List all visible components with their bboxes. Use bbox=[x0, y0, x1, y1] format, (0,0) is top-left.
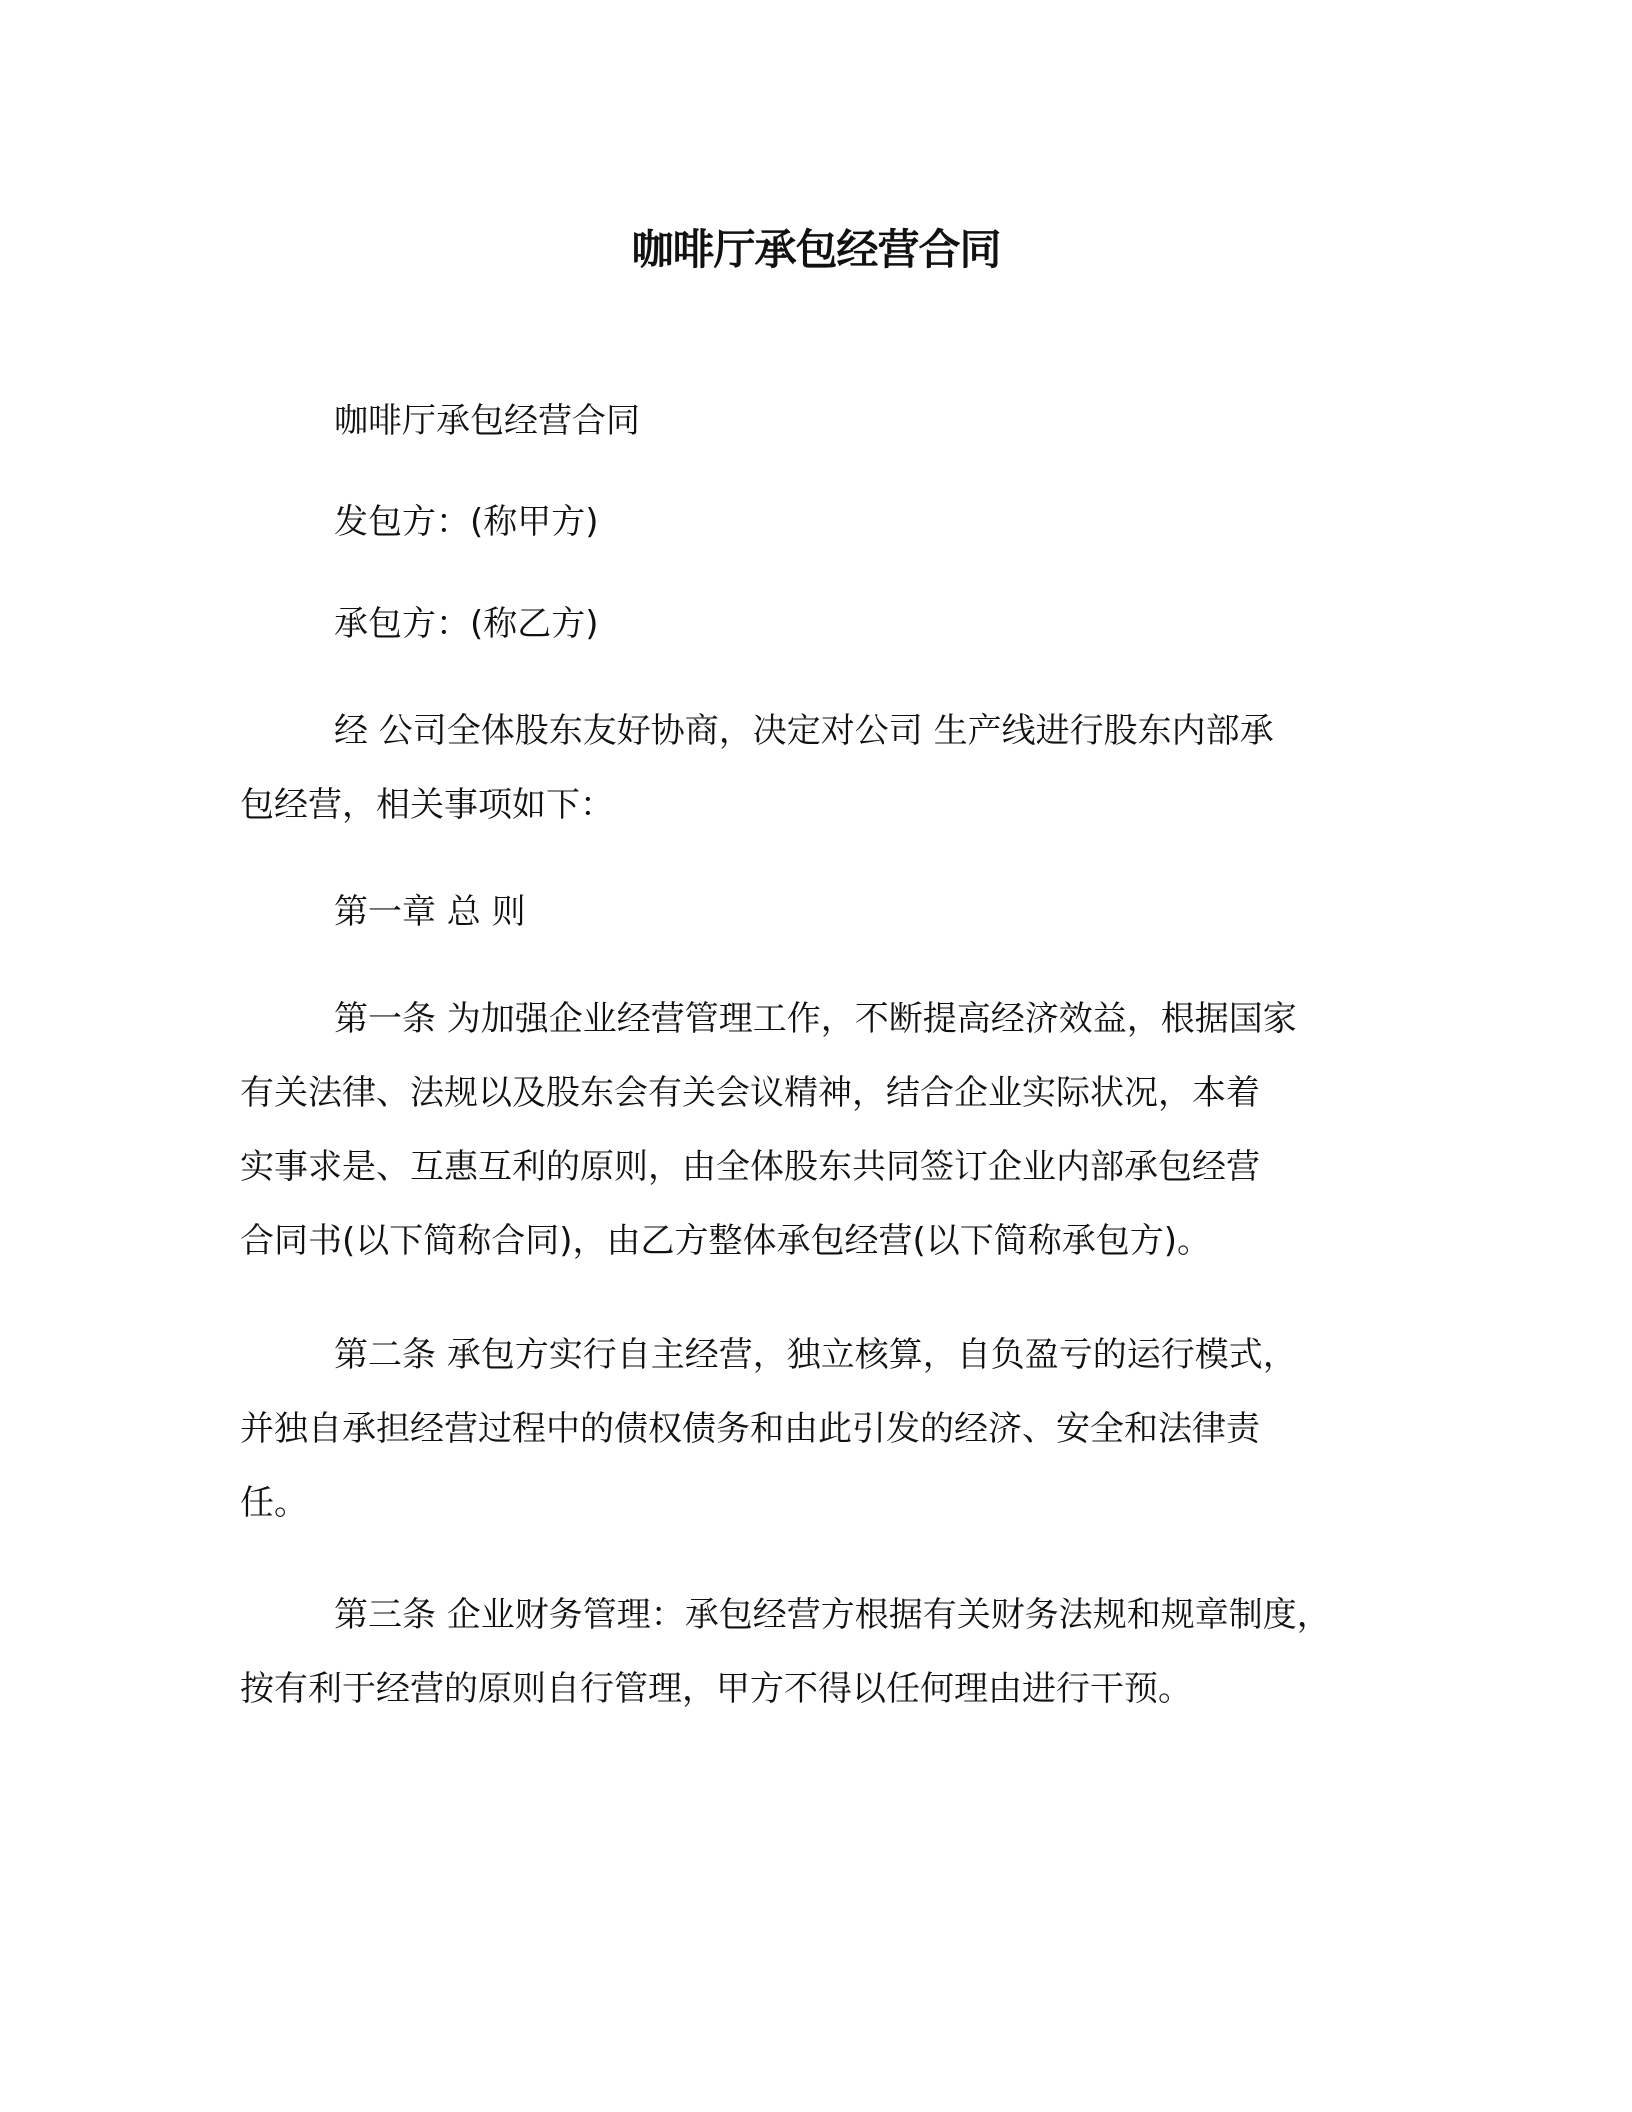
intro-line: 包经营，相关事项如下： bbox=[240, 785, 614, 825]
intro-line: 经 公司全体股东友好协商，决定对公司 生产线进行股东内部承 bbox=[334, 711, 1274, 751]
document-subtitle: 咖啡厅承包经营合同 bbox=[334, 401, 640, 441]
article-line: 有关法律、法规以及股东会有关会议精神，结合企业实际状况，本着 bbox=[240, 1073, 1260, 1113]
intro-paragraph bbox=[240, 694, 1420, 842]
article-line: 第一条 为加强企业经营管理工作，不断提高经济效益，根据国家 bbox=[334, 999, 1297, 1039]
article-3-paragraph bbox=[240, 1578, 1420, 1726]
article-1-paragraph bbox=[240, 982, 1420, 1278]
article-line: 任。 bbox=[240, 1483, 308, 1523]
article-line: 第三条 企业财务管理：承包经营方根据有关财务法规和规章制度， bbox=[334, 1595, 1331, 1635]
party-a-line: 发包方：(称甲方) bbox=[334, 502, 599, 542]
chapter-heading: 第一章 总 则 bbox=[334, 892, 526, 932]
party-b-line: 承包方：(称乙方) bbox=[334, 604, 599, 644]
article-line: 合同书(以下简称合同)，由乙方整体承包经营(以下简称承包方)。 bbox=[240, 1221, 1212, 1261]
article-line: 按有利于经营的原则自行管理，甲方不得以任何理由进行干预。 bbox=[240, 1669, 1192, 1709]
document-title: 咖啡厅承包经营合同 bbox=[631, 225, 1001, 274]
article-line: 第二条 承包方实行自主经营，独立核算，自负盈亏的运行模式， bbox=[334, 1335, 1297, 1375]
article-line: 实事求是、互惠互利的原则，由全体股东共同签订企业内部承包经营 bbox=[240, 1147, 1260, 1187]
article-line: 并独自承担经营过程中的债权债务和由此引发的经济、安全和法律责 bbox=[240, 1409, 1260, 1449]
article-2-paragraph bbox=[240, 1318, 1420, 1540]
